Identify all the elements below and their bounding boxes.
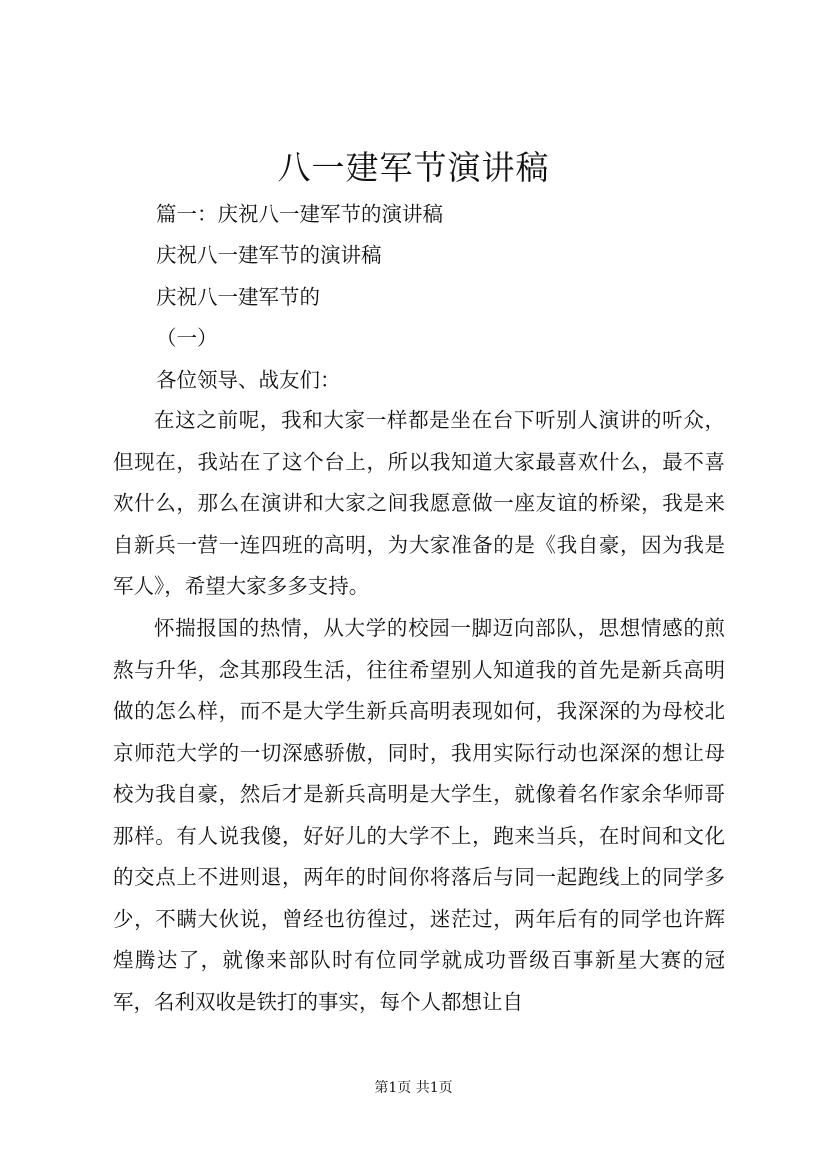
speech-title: 庆祝八一建军节的演讲稿: [156, 243, 382, 267]
body-paragraph: 怀揣报国的热情，从大学的校园一脚迈向部队，思想情感的煎熬与升华，念其那段生活，往往希望别人知道我的首先是新兵高明做的怎么样，而不是大学生新兵高明表现如何，我深深的为母校北京师范大学的一切深感骄傲，同时，我用实际行动也深深的想让母校为我自豪，然后才是新兵高明是大学生，就像着名作家余华师哥那样。有人说我傻，好好儿的大学不上，跑来当兵，在时间和文化的交点上不进则退，两年的时间你将落后与同一起跑线上的同学多少，不瞒大伙说，曾经也彷徨过，迷茫过，两年后有的同学也许辉煌腾达了，就像来部队时有位同学就成功晋级百事新星大赛的冠军，名利双收是铁打的事实，每个人都想让自: [113, 616, 725, 1014]
section-heading: 篇一：庆祝八一建军节的演讲稿: [156, 202, 443, 226]
document-title: 八一建军节演讲稿: [277, 148, 550, 187]
page-footer: 第1页 共1页: [374, 1080, 453, 1096]
salutation: 各位领导、战友们：: [156, 368, 341, 392]
body-paragraph: 在这之前呢，我和大家一样都是坐在台下听别人演讲的听众，但现在，我站在了这个台上，所以我知道大家最喜欢什么，最不喜欢什么，那么在演讲和大家之间我愿意做一座友谊的桥梁，我是来自新兵一营一连四班的高明，为大家准备的是《我自豪，因为我是军人》，希望大家多多支持。: [113, 408, 725, 598]
speech-subtitle: 庆祝八一建军节的: [156, 285, 320, 309]
part-number: （一）: [156, 326, 218, 350]
